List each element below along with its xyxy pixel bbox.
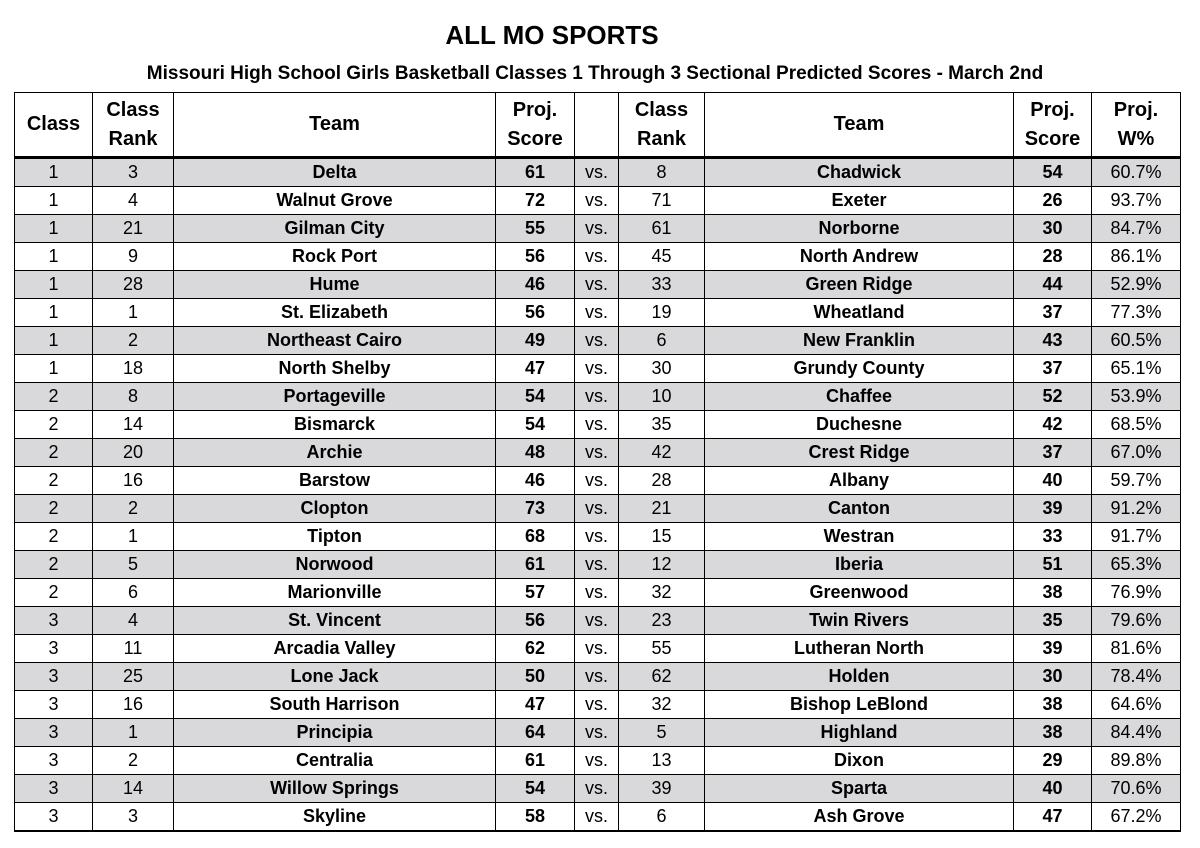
cell-opp-proj-score: 54 <box>1014 158 1092 187</box>
cell-opp-team: Norborne <box>705 215 1014 243</box>
cell-opp-proj-score: 39 <box>1014 635 1092 663</box>
cell-proj-win-pct: 52.9% <box>1092 271 1181 299</box>
cell-class-rank: 14 <box>93 411 174 439</box>
cell-proj-win-pct: 86.1% <box>1092 243 1181 271</box>
cell-proj-win-pct: 64.6% <box>1092 691 1181 719</box>
header-opp-proj-score <box>1014 93 1092 158</box>
cell-opp-proj-score: 29 <box>1014 747 1092 775</box>
cell-opp-class-rank: 12 <box>619 551 705 579</box>
cell-vs: vs. <box>575 327 619 355</box>
cell-proj-win-pct: 68.5% <box>1092 411 1181 439</box>
header-class-label: Class <box>26 113 81 135</box>
cell-vs: vs. <box>575 158 619 187</box>
cell-proj-win-pct: 89.8% <box>1092 747 1181 775</box>
cell-opp-proj-score: 39 <box>1014 495 1092 523</box>
header-proj-score <box>496 93 575 158</box>
cell-proj-score: 54 <box>496 411 575 439</box>
cell-class: 3 <box>15 719 93 747</box>
cell-team: Hume <box>174 271 496 299</box>
cell-opp-team: Greenwood <box>705 579 1014 607</box>
cell-class-rank: 3 <box>93 158 174 187</box>
table-row <box>15 803 1181 832</box>
table-row <box>15 747 1181 775</box>
cell-vs: vs. <box>575 691 619 719</box>
cell-proj-win-pct: 93.7% <box>1092 187 1181 215</box>
cell-class-rank: 5 <box>93 551 174 579</box>
cell-opp-team: Chadwick <box>705 158 1014 187</box>
cell-proj-win-pct: 67.2% <box>1092 803 1181 832</box>
cell-opp-team: Sparta <box>705 775 1014 803</box>
table-header-row <box>15 93 1181 158</box>
cell-proj-win-pct: 84.7% <box>1092 215 1181 243</box>
cell-proj-score: 48 <box>496 439 575 467</box>
header-opp-proj-score-line2: Score <box>1024 127 1081 150</box>
cell-opp-team: Wheatland <box>705 299 1014 327</box>
cell-team: Barstow <box>174 467 496 495</box>
cell-team: St. Elizabeth <box>174 299 496 327</box>
cell-proj-score: 46 <box>496 467 575 495</box>
cell-class: 3 <box>15 747 93 775</box>
header-class-rank-line2: Rank <box>108 127 158 150</box>
cell-class: 2 <box>15 495 93 523</box>
cell-class-rank: 1 <box>93 523 174 551</box>
cell-opp-proj-score: 37 <box>1014 299 1092 327</box>
cell-vs: vs. <box>575 467 619 495</box>
cell-opp-proj-score: 30 <box>1014 663 1092 691</box>
header-opp-team <box>705 93 1014 158</box>
cell-class: 2 <box>15 439 93 467</box>
cell-opp-team: Canton <box>705 495 1014 523</box>
cell-proj-score: 56 <box>496 607 575 635</box>
cell-opp-class-rank: 42 <box>619 439 705 467</box>
cell-class: 2 <box>15 579 93 607</box>
table-row <box>15 691 1181 719</box>
cell-vs: vs. <box>575 383 619 411</box>
cell-opp-team: Ash Grove <box>705 803 1014 832</box>
header-class-rank-line1: Class <box>106 98 160 121</box>
cell-class-rank: 9 <box>93 243 174 271</box>
table-body <box>15 158 1181 832</box>
cell-class: 1 <box>15 158 93 187</box>
cell-class: 1 <box>15 271 93 299</box>
header-class <box>15 93 93 158</box>
cell-class: 3 <box>15 635 93 663</box>
cell-proj-score: 73 <box>496 495 575 523</box>
cell-opp-proj-score: 37 <box>1014 439 1092 467</box>
header-opp-class-rank-line1: Class <box>634 98 689 121</box>
cell-class-rank: 2 <box>93 747 174 775</box>
cell-team: Arcadia Valley <box>174 635 496 663</box>
cell-team: Gilman City <box>174 215 496 243</box>
cell-class-rank: 2 <box>93 327 174 355</box>
cell-opp-proj-score: 52 <box>1014 383 1092 411</box>
cell-opp-proj-score: 33 <box>1014 523 1092 551</box>
cell-vs: vs. <box>575 271 619 299</box>
cell-opp-proj-score: 26 <box>1014 187 1092 215</box>
cell-opp-proj-score: 28 <box>1014 243 1092 271</box>
cell-team: Willow Springs <box>174 775 496 803</box>
cell-team: Delta <box>174 158 496 187</box>
header-opp-class-rank-line2: Rank <box>637 127 686 150</box>
cell-opp-class-rank: 30 <box>619 355 705 383</box>
cell-opp-proj-score: 38 <box>1014 691 1092 719</box>
table-row <box>15 383 1181 411</box>
cell-class: 3 <box>15 803 93 832</box>
cell-vs: vs. <box>575 775 619 803</box>
table-row <box>15 775 1181 803</box>
cell-opp-class-rank: 61 <box>619 215 705 243</box>
cell-class-rank: 21 <box>93 215 174 243</box>
cell-opp-class-rank: 13 <box>619 747 705 775</box>
cell-opp-class-rank: 21 <box>619 495 705 523</box>
cell-opp-proj-score: 44 <box>1014 271 1092 299</box>
table-row <box>15 355 1181 383</box>
table-row <box>15 299 1181 327</box>
cell-proj-win-pct: 91.7% <box>1092 523 1181 551</box>
cell-class: 2 <box>15 467 93 495</box>
table-row <box>15 495 1181 523</box>
header-opp-team-label: Team <box>833 113 885 135</box>
table-row <box>15 411 1181 439</box>
table-row <box>15 271 1181 299</box>
cell-opp-team: Westran <box>705 523 1014 551</box>
cell-vs: vs. <box>575 187 619 215</box>
cell-vs: vs. <box>575 607 619 635</box>
cell-opp-team: Crest Ridge <box>705 439 1014 467</box>
table-row <box>15 243 1181 271</box>
cell-opp-team: Highland <box>705 719 1014 747</box>
table-row <box>15 719 1181 747</box>
cell-class-rank: 4 <box>93 607 174 635</box>
cell-team: Centralia <box>174 747 496 775</box>
cell-proj-score: 58 <box>496 803 575 832</box>
table-row <box>15 635 1181 663</box>
cell-vs: vs. <box>575 663 619 691</box>
cell-opp-team: Twin Rivers <box>705 607 1014 635</box>
header-proj-win-line2: W% <box>1117 127 1155 150</box>
cell-opp-proj-score: 37 <box>1014 355 1092 383</box>
cell-proj-score: 72 <box>496 187 575 215</box>
cell-class-rank: 6 <box>93 579 174 607</box>
cell-opp-class-rank: 45 <box>619 243 705 271</box>
cell-class: 1 <box>15 243 93 271</box>
cell-opp-team: Chaffee <box>705 383 1014 411</box>
cell-proj-score: 62 <box>496 635 575 663</box>
cell-proj-score: 50 <box>496 663 575 691</box>
cell-opp-team: Iberia <box>705 551 1014 579</box>
cell-vs: vs. <box>575 551 619 579</box>
cell-opp-class-rank: 71 <box>619 187 705 215</box>
cell-proj-win-pct: 81.6% <box>1092 635 1181 663</box>
cell-opp-proj-score: 42 <box>1014 411 1092 439</box>
cell-proj-win-pct: 70.6% <box>1092 775 1181 803</box>
cell-class-rank: 8 <box>93 383 174 411</box>
cell-class: 2 <box>15 551 93 579</box>
cell-vs: vs. <box>575 355 619 383</box>
cell-opp-team: Bishop LeBlond <box>705 691 1014 719</box>
cell-vs: vs. <box>575 803 619 832</box>
table-row <box>15 523 1181 551</box>
cell-opp-team: Dixon <box>705 747 1014 775</box>
cell-proj-score: 57 <box>496 579 575 607</box>
cell-opp-class-rank: 6 <box>619 327 705 355</box>
cell-team: Marionville <box>174 579 496 607</box>
cell-opp-proj-score: 40 <box>1014 467 1092 495</box>
cell-class-rank: 28 <box>93 271 174 299</box>
cell-proj-score: 61 <box>496 747 575 775</box>
cell-class: 1 <box>15 355 93 383</box>
cell-proj-score: 61 <box>496 551 575 579</box>
cell-proj-win-pct: 77.3% <box>1092 299 1181 327</box>
cell-opp-team: Lutheran North <box>705 635 1014 663</box>
cell-class-rank: 16 <box>93 467 174 495</box>
cell-team: Skyline <box>174 803 496 832</box>
cell-proj-win-pct: 59.7% <box>1092 467 1181 495</box>
table-row <box>15 158 1181 187</box>
cell-proj-win-pct: 60.5% <box>1092 327 1181 355</box>
cell-proj-win-pct: 60.7% <box>1092 158 1181 187</box>
cell-proj-score: 61 <box>496 158 575 187</box>
cell-vs: vs. <box>575 411 619 439</box>
cell-team: Portageville <box>174 383 496 411</box>
header-opp-class-rank <box>619 93 705 158</box>
header-opp-proj-score-line1: Proj. <box>1030 98 1075 121</box>
cell-team: Clopton <box>174 495 496 523</box>
cell-opp-class-rank: 55 <box>619 635 705 663</box>
cell-opp-class-rank: 28 <box>619 467 705 495</box>
cell-opp-proj-score: 35 <box>1014 607 1092 635</box>
cell-team: Rock Port <box>174 243 496 271</box>
cell-team: Norwood <box>174 551 496 579</box>
cell-opp-proj-score: 47 <box>1014 803 1092 832</box>
cell-opp-team: Holden <box>705 663 1014 691</box>
page-subtitle: Missouri High School Girls Basketball Classes 1 Through 3 Sectional Predicted Scores - March 2nd <box>146 63 1044 84</box>
cell-class-rank: 18 <box>93 355 174 383</box>
cell-class: 3 <box>15 607 93 635</box>
table-row <box>15 663 1181 691</box>
cell-proj-win-pct: 84.4% <box>1092 719 1181 747</box>
header-proj-score-line1: Proj. <box>512 98 558 121</box>
cell-class-rank: 3 <box>93 803 174 832</box>
cell-vs: vs. <box>575 747 619 775</box>
predictions-table <box>14 92 1181 832</box>
cell-class: 1 <box>15 187 93 215</box>
cell-class: 2 <box>15 523 93 551</box>
cell-proj-win-pct: 53.9% <box>1092 383 1181 411</box>
cell-opp-class-rank: 35 <box>619 411 705 439</box>
cell-class-rank: 25 <box>93 663 174 691</box>
cell-proj-score: 47 <box>496 355 575 383</box>
cell-vs: vs. <box>575 579 619 607</box>
cell-proj-score: 56 <box>496 243 575 271</box>
cell-opp-proj-score: 30 <box>1014 215 1092 243</box>
cell-team: North Shelby <box>174 355 496 383</box>
cell-vs: vs. <box>575 523 619 551</box>
cell-class: 3 <box>15 691 93 719</box>
cell-opp-class-rank: 62 <box>619 663 705 691</box>
cell-class-rank: 14 <box>93 775 174 803</box>
cell-class-rank: 4 <box>93 187 174 215</box>
cell-class-rank: 1 <box>93 299 174 327</box>
cell-opp-class-rank: 19 <box>619 299 705 327</box>
cell-vs: vs. <box>575 299 619 327</box>
cell-opp-class-rank: 15 <box>619 523 705 551</box>
cell-opp-class-rank: 32 <box>619 579 705 607</box>
cell-vs: vs. <box>575 719 619 747</box>
cell-opp-class-rank: 23 <box>619 607 705 635</box>
table-row <box>15 579 1181 607</box>
cell-opp-class-rank: 33 <box>619 271 705 299</box>
table-row <box>15 551 1181 579</box>
cell-proj-win-pct: 76.9% <box>1092 579 1181 607</box>
cell-vs: vs. <box>575 215 619 243</box>
cell-vs: vs. <box>575 635 619 663</box>
cell-opp-class-rank: 8 <box>619 158 705 187</box>
page-title: ALL MO SPORTS <box>445 20 659 50</box>
cell-proj-win-pct: 67.0% <box>1092 439 1181 467</box>
cell-team: Walnut Grove <box>174 187 496 215</box>
cell-proj-score: 68 <box>496 523 575 551</box>
table-row <box>15 439 1181 467</box>
cell-team: Principia <box>174 719 496 747</box>
cell-class: 2 <box>15 383 93 411</box>
cell-proj-score: 54 <box>496 775 575 803</box>
cell-class: 1 <box>15 299 93 327</box>
cell-opp-class-rank: 32 <box>619 691 705 719</box>
cell-proj-score: 64 <box>496 719 575 747</box>
header-team <box>174 93 496 158</box>
cell-proj-score: 49 <box>496 327 575 355</box>
cell-proj-score: 47 <box>496 691 575 719</box>
cell-team: Bismarck <box>174 411 496 439</box>
header-proj-score-line2: Score <box>507 127 563 150</box>
table-row <box>15 215 1181 243</box>
cell-opp-team: Green Ridge <box>705 271 1014 299</box>
cell-opp-team: North Andrew <box>705 243 1014 271</box>
cell-team: St. Vincent <box>174 607 496 635</box>
table-row <box>15 607 1181 635</box>
cell-team: Northeast Cairo <box>174 327 496 355</box>
cell-proj-win-pct: 78.4% <box>1092 663 1181 691</box>
cell-opp-class-rank: 6 <box>619 803 705 832</box>
cell-proj-score: 55 <box>496 215 575 243</box>
cell-proj-win-pct: 65.3% <box>1092 551 1181 579</box>
cell-opp-team: Albany <box>705 467 1014 495</box>
header-vs <box>575 93 619 158</box>
cell-team: Lone Jack <box>174 663 496 691</box>
cell-class: 1 <box>15 215 93 243</box>
cell-proj-score: 54 <box>496 383 575 411</box>
header-class-rank <box>93 93 174 158</box>
cell-proj-score: 46 <box>496 271 575 299</box>
cell-opp-proj-score: 38 <box>1014 579 1092 607</box>
cell-proj-win-pct: 65.1% <box>1092 355 1181 383</box>
cell-class: 3 <box>15 663 93 691</box>
cell-proj-win-pct: 91.2% <box>1092 495 1181 523</box>
cell-vs: vs. <box>575 439 619 467</box>
cell-team: Tipton <box>174 523 496 551</box>
cell-proj-win-pct: 79.6% <box>1092 607 1181 635</box>
cell-opp-proj-score: 38 <box>1014 719 1092 747</box>
cell-opp-proj-score: 40 <box>1014 775 1092 803</box>
header-team-label: Team <box>309 113 360 135</box>
cell-opp-class-rank: 10 <box>619 383 705 411</box>
header-proj-win-pct <box>1092 93 1181 158</box>
cell-opp-team: Duchesne <box>705 411 1014 439</box>
table-row <box>15 327 1181 355</box>
cell-opp-proj-score: 51 <box>1014 551 1092 579</box>
cell-vs: vs. <box>575 495 619 523</box>
cell-class-rank: 11 <box>93 635 174 663</box>
cell-team: Archie <box>174 439 496 467</box>
cell-opp-team: Grundy County <box>705 355 1014 383</box>
cell-vs: vs. <box>575 243 619 271</box>
table-row <box>15 467 1181 495</box>
cell-class-rank: 16 <box>93 691 174 719</box>
cell-class: 1 <box>15 327 93 355</box>
cell-opp-team: Exeter <box>705 187 1014 215</box>
cell-team: South Harrison <box>174 691 496 719</box>
cell-class-rank: 20 <box>93 439 174 467</box>
cell-opp-class-rank: 5 <box>619 719 705 747</box>
cell-class: 2 <box>15 411 93 439</box>
cell-class-rank: 1 <box>93 719 174 747</box>
cell-opp-team: New Franklin <box>705 327 1014 355</box>
cell-opp-proj-score: 43 <box>1014 327 1092 355</box>
cell-opp-class-rank: 39 <box>619 775 705 803</box>
cell-class-rank: 2 <box>93 495 174 523</box>
cell-class: 3 <box>15 775 93 803</box>
table-row <box>15 187 1181 215</box>
header-proj-win-line1: Proj. <box>1113 98 1159 121</box>
cell-proj-score: 56 <box>496 299 575 327</box>
